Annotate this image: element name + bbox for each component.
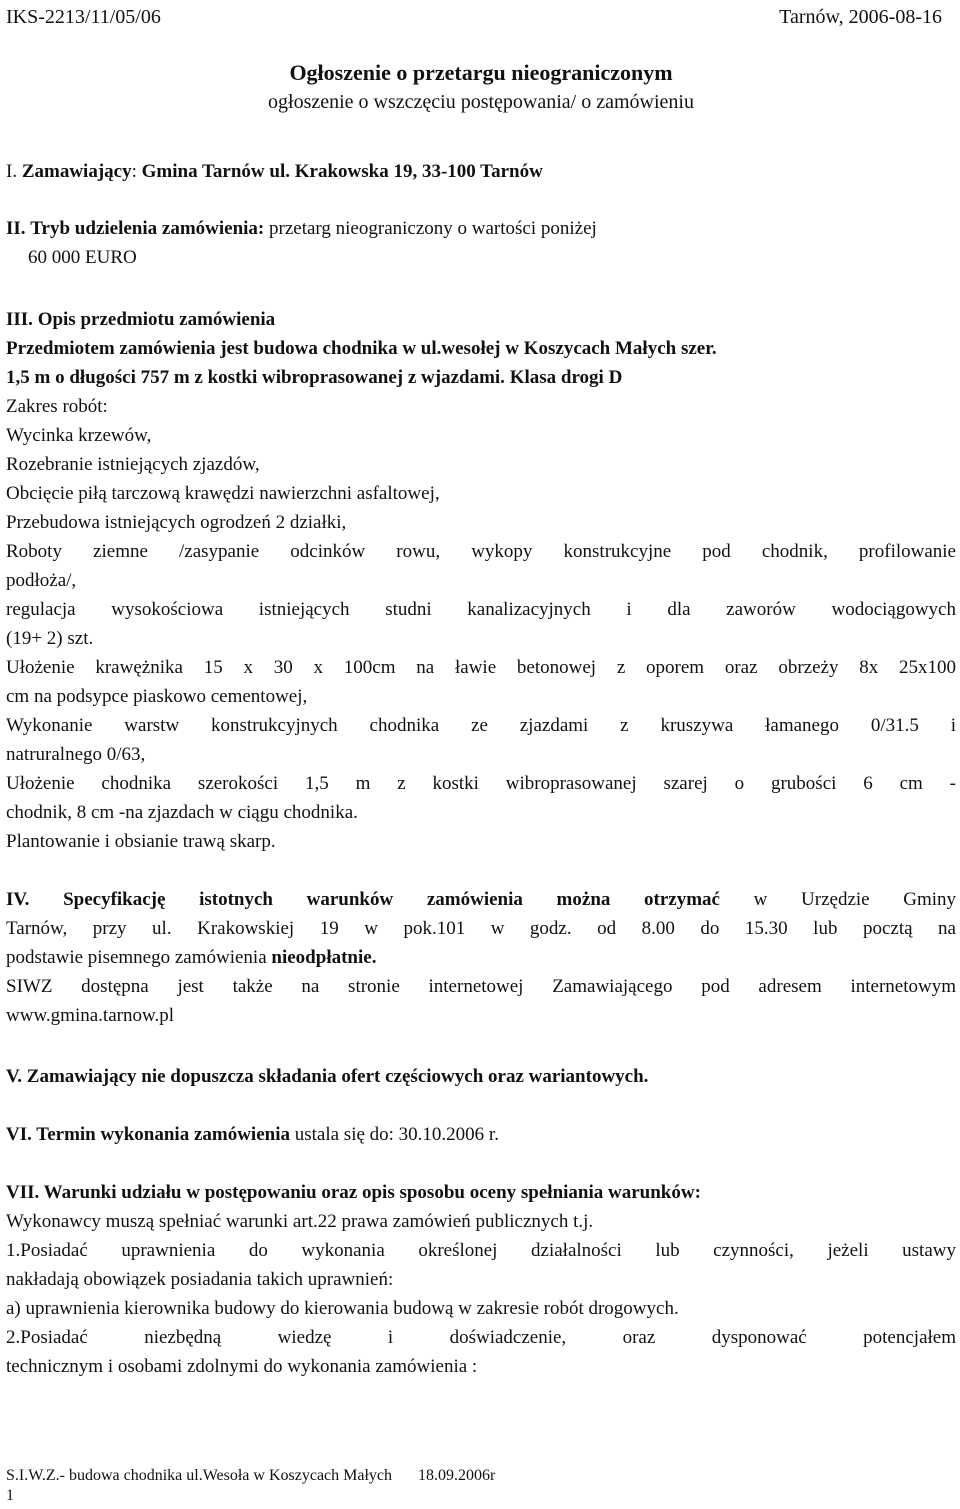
section-7-line-6: technicznym i osobami zdolnymi do wykonania zamówienia : (6, 1356, 478, 1377)
section-5-text: V. Zamawiający nie dopuszcza składania ofert częściowych oraz wariantowych. (6, 1066, 649, 1087)
section-3-heading (6, 305, 956, 334)
place-date: Tarnów, 2006-08-16 (779, 6, 942, 28)
regulation-line-1: regulacja wysokościowa istniejących studni kanalizacyjnych i dla zaworów wodociągowych (6, 599, 956, 620)
page-footer (6, 1466, 495, 1506)
section-5 (6, 1062, 956, 1091)
layers-line-1: Wykonanie warstw konstrukcyjnych chodnika ze zjazdami z kruszywa łamanego 0/31.5 i (6, 715, 956, 736)
section-6-text: ustala się do: 30.10.2006 r. (294, 1124, 499, 1145)
scope-item: Rozebranie istniejących zjazdów, (6, 454, 260, 475)
earthworks-line-2: podłoża/, (6, 570, 77, 591)
footer-text: S.I.W.Z.- budowa chodnika ul.Wesoła w Koszycach Małych (6, 1467, 393, 1484)
layers-line-2: natruralnego 0/63, (6, 744, 146, 765)
section-3-number: III. (6, 309, 33, 330)
paving-line-2: chodnik, 8 cm -na zjazdach w ciągu chodnika. (6, 802, 358, 823)
section-7-label: VII. Warunki udziału w postępowaniu oraz opis sposobu oceny spełniania warunków: (6, 1182, 701, 1203)
section-2-value: 60 000 EURO (28, 247, 137, 268)
section-4-line-1 (6, 885, 956, 914)
curb-line-1: Ułożenie krawężnika 15 x 30 x 100cm na ławie betonowej z oporem oraz obrzeży 8x 25x100 (6, 657, 956, 678)
section-1-label: Zamawiający (21, 161, 132, 182)
subject-line-2-text: 1,5 m o długości 757 m z kostki wibroprasowanej z wjazdami. (6, 367, 505, 388)
curb-line-2: cm na podsypce piaskowo cementowej, (6, 686, 308, 707)
website-link[interactable]: www.gmina.tarnow.pl (6, 1005, 174, 1026)
scope-title: Zakres robót: (6, 396, 108, 417)
scope-item: Wycinka krzewów, (6, 425, 152, 446)
section-6-line (6, 1120, 956, 1149)
subject-line-2 (6, 363, 956, 392)
section-1 (6, 157, 956, 186)
section-2-label: Tryb udzielenia zamówienia: (30, 218, 265, 239)
section-4-line-2: Tarnów, przy ul. Krakowskiej 19 w pok.101 w godz. od 8.00 do 15.30 lub pocztą na (6, 918, 956, 939)
road-class: Klasa drogi D (509, 367, 623, 388)
section-4-line-3-text: podstawie pisemnego zamówienia (6, 947, 267, 968)
section-3-label: Opis przedmiotu zamówienia (37, 309, 276, 330)
document-subtitle: ogłoszenie o wszczęciu postępowania/ o zamówieniu (268, 91, 694, 113)
paving-line-1: Ułożenie chodnika szerokości 1,5 m z kostki wibroprasowanej szarej o grubości 6 cm - (6, 773, 956, 794)
section-4-number: IV. (6, 889, 30, 910)
section-4-line-4: SIWZ dostępna jest także na stronie internetowej Zamawiającego pod adresem internetowym (6, 976, 956, 997)
section-7-line-5: 2.Posiadać niezbędną wiedzę i doświadczenie, oraz dysponować potencjałem (6, 1327, 956, 1348)
section-4-text: w Urzędzie Gminy (753, 889, 957, 910)
earthworks-line-1: Roboty ziemne /zasypanie odcinków rowu, wykopy konstrukcyjne pod chodnik, profilowanie (6, 541, 956, 562)
section-2 (6, 214, 956, 272)
section-3 (6, 305, 956, 856)
section-6 (6, 1120, 956, 1149)
section-6-label: VI. Termin wykonania zamówienia (6, 1124, 290, 1145)
footer-date: 18.09.2006r (418, 1467, 496, 1484)
section-7-line-2: 1.Posiadać uprawnienia do wykonania określonej działalności lub czynności, jeżeli ustawy (6, 1240, 956, 1261)
title-block (6, 58, 956, 116)
section-4-label: Specyfikację istotnych warunków zamówienia można otrzymać (63, 889, 720, 910)
section-4 (6, 885, 956, 1030)
section-2-text: przetarg nieograniczony o wartości poniżej (269, 218, 597, 239)
section-1-number: I. (6, 161, 18, 182)
scope-item: Przebudowa istniejących ogrodzeń 2 działki, (6, 512, 347, 533)
regulation-line-2: (19+ 2) szt. (6, 628, 94, 649)
subject-line-1: Przedmiotem zamówienia jest budowa chodnika w ul.wesołej w Koszycach Małych szer. (6, 338, 717, 359)
free-of-charge: nieodpłatnie. (271, 947, 377, 968)
document-title: Ogłoszenie o przetargu nieograniczonym (289, 60, 673, 85)
section-2-number: II. (6, 218, 26, 239)
section-1-line (6, 157, 956, 186)
scope-item: Obcięcie piłą tarczową krawędzi nawierzchni asfaltowej, (6, 483, 440, 504)
planting-line: Plantowanie i obsianie trawą skarp. (6, 831, 276, 852)
page-number: 1 (6, 1487, 14, 1504)
reference-number: IKS-2213/11/05/06 (6, 6, 161, 28)
section-7-line-3: nakładają obowiązek posiadania takich uprawnień: (6, 1269, 394, 1290)
section-1-text: Gmina Tarnów ul. Krakowska 19, 33-100 Tarnów (141, 161, 543, 182)
section-4-line-3 (6, 943, 956, 972)
section-2-line (6, 214, 956, 243)
section-7-line-1: Wykonawcy muszą spełniać warunki art.22 prawa zamówień publicznych t.j. (6, 1211, 594, 1232)
document-header (6, 3, 956, 33)
section-7-line-4: a) uprawnienia kierownika budowy do kierowania budową w zakresie robót drogowych. (6, 1298, 679, 1319)
section-7 (6, 1178, 956, 1381)
section-1-colon: : (131, 161, 137, 182)
